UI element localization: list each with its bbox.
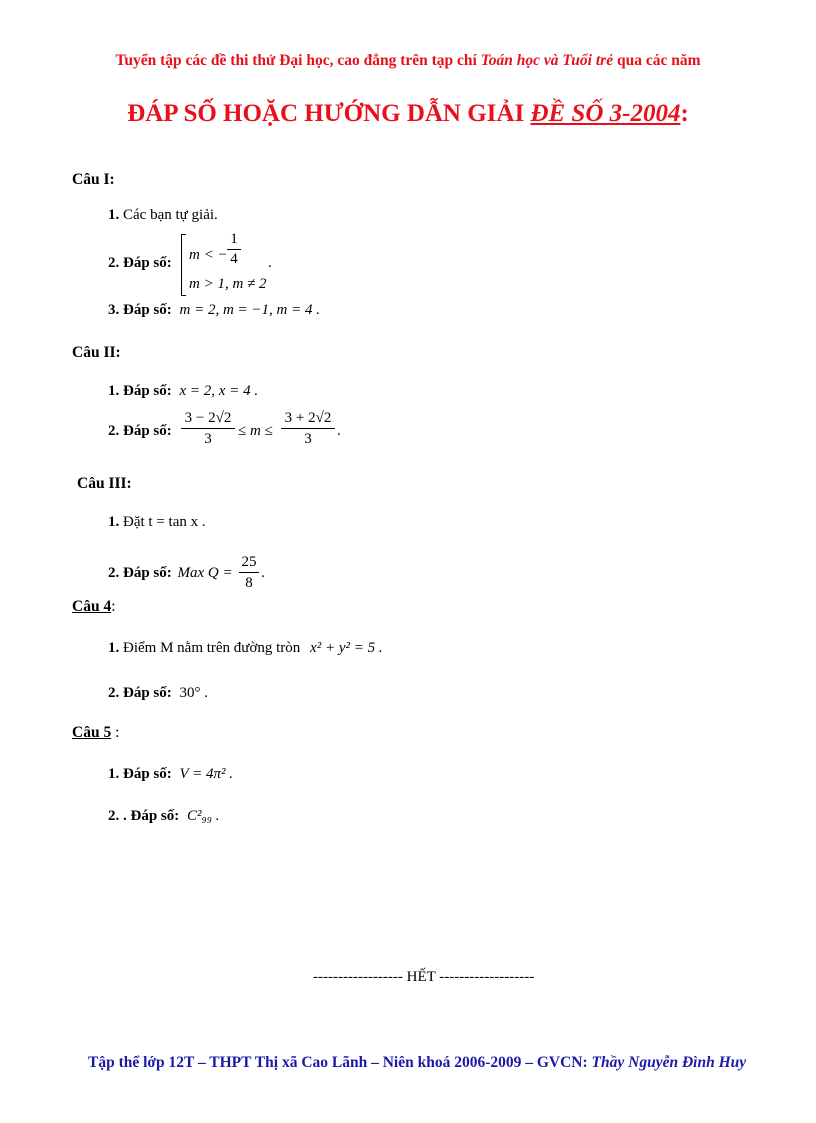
title-colon: :: [680, 100, 689, 127]
s1-item3: [108, 302, 320, 319]
s2-left-frac: [181, 408, 235, 449]
s2-item1: [108, 383, 258, 400]
s1-case-bracket: [181, 234, 186, 296]
s3-item1: [108, 514, 206, 531]
s2-item1-math: x = 2, x = 4 .: [179, 383, 259, 399]
s2-left-den: 3: [204, 431, 212, 447]
section-heading-4: [72, 598, 116, 616]
s3-item2-label: 2. Đáp số:: [108, 565, 172, 581]
s2-left-num: 3 − 2√2: [181, 408, 235, 429]
s4-heading-text: Câu 4: [72, 598, 112, 615]
footer-teacher: Thầy Nguyễn Đình Huy: [591, 1054, 747, 1071]
section-heading-1: Câu I:: [72, 171, 115, 188]
s2-right-frac: [281, 408, 335, 449]
s5-item2: [108, 808, 219, 825]
section-heading-5: [72, 724, 119, 742]
end-marker: ------------------ HẾT -------------------: [313, 969, 535, 985]
s4-item2-math: 30° .: [179, 685, 209, 701]
title-main: ĐÁP SỐ HOẶC HƯỚNG DẪN GIẢI: [127, 100, 531, 127]
s1-case1: [189, 247, 228, 264]
s3-item2-math: Max Q =: [177, 565, 233, 581]
s2-right-num: 3 + 2√2: [281, 408, 335, 429]
s4-item1-num: 1.: [108, 640, 120, 656]
s1-item2-label: 2. Đáp số:: [108, 255, 172, 271]
header-text-a: Tuyển tập các đề thi thử Đại học, cao đẳng trên tạp chí: [115, 52, 481, 69]
header-journal-name: Toán học và Tuổi trẻ: [480, 52, 614, 69]
s5-heading-text: Câu 5: [72, 724, 112, 741]
s2-right-den: 3: [304, 431, 312, 447]
s3-item1-text: Đặt t = tan x .: [119, 514, 206, 530]
s2-item2-label: 2. Đáp số:: [108, 423, 172, 439]
s2-item2-end: .: [337, 423, 341, 439]
s5-item1: [108, 766, 233, 783]
title-exam-number: ĐỀ SỐ 3-2004: [530, 100, 681, 127]
s5-item2-label: 2. . Đáp số:: [108, 808, 180, 824]
page-header: [0, 52, 816, 70]
s5-item1-math: V = 4π² .: [179, 766, 234, 782]
page-title: [0, 100, 816, 128]
s4-item2-label: 2. Đáp số:: [108, 685, 172, 701]
s5-item2-math: C²₉₉ .: [187, 808, 220, 824]
s3-item2: [108, 565, 233, 582]
section-heading-3: Câu III:: [77, 475, 132, 492]
s2-item1-label: 1. Đáp số:: [108, 383, 172, 399]
footer-text-a: Tập thể lớp 12T – THPT Thị xã Cao Lãnh – Niên khoá 2006-2009 – GVCN:: [88, 1054, 592, 1071]
header-text-c: qua các năm: [613, 52, 701, 69]
s1-item2-end: .: [268, 255, 272, 271]
section-heading-2: Câu II:: [72, 344, 121, 361]
s3-frac-den: 8: [245, 575, 253, 591]
page-footer: [88, 1054, 746, 1072]
s1-item1-text: Các bạn tự giải.: [119, 207, 218, 223]
s1-case1-num: 1: [227, 230, 241, 250]
s4-item1: [108, 640, 383, 657]
s4-heading-colon: :: [111, 598, 116, 615]
s5-item1-label: 1. Đáp số:: [108, 766, 172, 782]
s3-item1-num: 1.: [108, 514, 120, 530]
s1-item3-math: m = 2, m = −1, m = 4 .: [179, 302, 321, 318]
s1-case1-lhs: m < −: [189, 247, 228, 263]
s3-frac: [239, 552, 259, 593]
s4-item1-math: x² + y² = 5 .: [310, 640, 383, 656]
s1-case1-frac: [227, 230, 241, 269]
s4-item2: [108, 685, 208, 702]
s1-case2: m > 1, m ≠ 2: [189, 276, 267, 292]
s1-item1: [108, 207, 218, 224]
s1-case1-den: 4: [230, 251, 238, 267]
s3-item2-end: .: [261, 565, 265, 581]
s1-item1-num: 1.: [108, 207, 120, 223]
s2-item2-mid: ≤ m ≤: [238, 423, 273, 439]
s5-heading-colon: :: [111, 724, 120, 741]
s1-item3-label: 3. Đáp số:: [108, 302, 172, 318]
s3-frac-num: 25: [239, 552, 259, 573]
s4-item1-text: Điểm M nằm trên đường tròn: [119, 640, 305, 656]
